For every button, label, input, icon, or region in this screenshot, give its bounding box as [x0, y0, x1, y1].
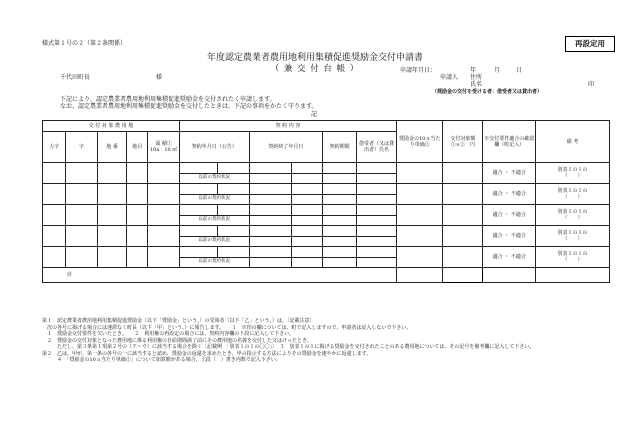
contract-cell[interactable]	[323, 173, 357, 184]
contract-cell[interactable]	[217, 163, 249, 174]
previous-contract-label: 以前の契約状況	[179, 215, 249, 226]
contract-cell[interactable]	[249, 205, 291, 216]
farmland-cell[interactable]	[127, 163, 148, 184]
contract-cell[interactable]	[291, 236, 323, 247]
note-line: ４ 「奨励金の10ａ当たり単価②」について加算額がある場合、上段（ ）書き内数で記入下さい。	[42, 357, 281, 363]
farmland-cell[interactable]	[148, 163, 180, 184]
contract-cell[interactable]	[356, 236, 396, 247]
contract-cell[interactable]	[249, 194, 291, 205]
farmland-cell[interactable]	[148, 184, 180, 205]
applicant-name-label: 氏名	[470, 81, 483, 88]
contract-cell[interactable]	[179, 163, 217, 174]
farmland-cell[interactable]	[66, 184, 98, 205]
remarks-cell: 別表１の１の （ ）	[536, 205, 610, 226]
col-oaza-header: 大字	[43, 132, 66, 163]
farmland-cell[interactable]	[97, 247, 127, 268]
contract-cell[interactable]	[323, 257, 357, 268]
group-farmland-header: 交 付 対 象 農 用 地	[43, 121, 180, 132]
farmland-cell[interactable]	[97, 163, 127, 184]
applicant-label: 申請人	[440, 74, 459, 81]
contract-cell[interactable]	[249, 184, 291, 195]
rate-cell[interactable]	[397, 163, 443, 184]
seal-mark: 印	[588, 81, 595, 88]
farmland-cell[interactable]	[127, 226, 148, 247]
farmland-cell[interactable]	[97, 184, 127, 205]
contract-cell[interactable]	[291, 215, 323, 226]
total-amount-cell[interactable]	[443, 268, 483, 283]
col-remarks-header: 備 考	[536, 121, 610, 163]
remarks-cell: 別表１の１の （ ）	[536, 226, 610, 247]
contract-cell[interactable]	[323, 247, 357, 258]
confirm-cell[interactable]: 適合 ・ 不適合	[483, 247, 536, 268]
farmland-cell[interactable]	[43, 247, 66, 268]
col-end-date-header: 契約終了年月日	[249, 132, 323, 163]
contract-cell[interactable]	[356, 205, 396, 216]
table-row	[43, 184, 610, 195]
rate-cell[interactable]	[397, 226, 443, 247]
amount-cell[interactable]	[443, 184, 483, 205]
applicant-note: （奨励金の交付を受ける者：借受者又は貸出者）	[432, 89, 543, 95]
col-area-header: 面 積① 10a 10 ㎡	[148, 132, 180, 163]
intro-line-2: なお、認定農業者農用地利用集積促進奨励金を交付したときは、下記の事項をかたく守ります。	[60, 103, 318, 110]
application-date-label: 申請年月日：	[400, 67, 437, 74]
table-row	[43, 163, 610, 174]
remarks-cell: 別表１の１の （ ）	[536, 184, 610, 205]
farmland-cell[interactable]	[148, 205, 180, 226]
note-line: ２ 奨励金の交付対象となった農用地に係る利用権の自給期間満了前にその農用地の名義を交付した又はけったとき、	[42, 337, 312, 344]
contract-cell[interactable]	[356, 184, 396, 195]
confirm-cell[interactable]: 適合 ・ 不適合	[483, 184, 536, 205]
contract-cell[interactable]	[323, 184, 357, 195]
contract-cell[interactable]	[291, 173, 323, 184]
contract-cell[interactable]	[249, 257, 291, 268]
farmland-cell[interactable]	[97, 226, 127, 247]
application-table	[42, 120, 610, 283]
contract-cell[interactable]	[356, 194, 396, 205]
addressee-sama: 様	[156, 74, 163, 81]
contract-cell[interactable]	[356, 226, 396, 237]
contract-cell[interactable]	[217, 226, 249, 237]
contract-cell[interactable]	[179, 226, 217, 237]
contract-cell[interactable]	[217, 184, 249, 195]
farmland-cell[interactable]	[97, 205, 127, 226]
contract-cell[interactable]	[249, 236, 291, 247]
contract-cell[interactable]	[323, 205, 357, 216]
note-line: 次の各号に掲げる場合には速滞なく町長（以下「甲」という。）に報告します。 １ ※印の欄については、町で記入しますので、申請者は記入しないで下さい。	[42, 324, 412, 331]
farmland-cell[interactable]	[43, 184, 66, 205]
farmland-cell[interactable]	[43, 163, 66, 184]
contract-cell[interactable]	[249, 163, 291, 174]
col-lessor-header: 借受者（又は貸出者）氏名	[356, 132, 396, 163]
contract-cell[interactable]	[291, 205, 323, 216]
date-day: 日	[516, 67, 523, 74]
farmland-cell[interactable]	[66, 226, 98, 247]
table-row	[43, 247, 610, 258]
note-line: 第２ 乙は、甲が、第一条の各号の一に該当すると認め、奨励金の返還を求めたとき、甲の指示する方法によりその奨励金を速やかに返還します。	[42, 350, 372, 357]
contract-cell[interactable]	[356, 163, 396, 174]
col-amount-header: 交付対象額①×② 円	[443, 121, 483, 163]
confirm-cell[interactable]: 適合 ・ 不適合	[483, 163, 536, 184]
contract-cell[interactable]	[291, 247, 323, 258]
farmland-cell[interactable]	[148, 226, 180, 247]
contract-cell[interactable]	[323, 194, 357, 205]
total-rate-cell	[397, 268, 443, 283]
contract-cell[interactable]	[179, 205, 217, 216]
col-rate-header: 奨励金の10ａ当たり単価②	[397, 121, 443, 163]
col-confirm-header: ※交付要件適合の確認欄（町記入）	[483, 121, 536, 163]
contract-cell[interactable]	[323, 236, 357, 247]
col-chiban-header: 地 番	[97, 132, 127, 163]
date-year: 年	[470, 67, 477, 74]
remarks-cell: 別表１の１の （ ）	[536, 163, 610, 184]
intro-line-1: 下記により、認定農業者農用地利用集積促進奨励金を交付されたく申請します。	[60, 96, 276, 103]
farmland-cell[interactable]	[66, 247, 98, 268]
farmland-cell[interactable]	[127, 184, 148, 205]
previous-contract-label: 以前の契約状況	[179, 173, 249, 184]
confirm-cell[interactable]: 適合 ・ 不適合	[483, 205, 536, 226]
note-line: 第１ 認定農業者農用地利用集積促進奨励金（以下「奨励金」という。）の受領者（以下「乙」という。）は、〔記載注意〕	[42, 318, 315, 324]
total-remarks-cell	[536, 268, 610, 283]
col-aza-header: 字	[66, 132, 98, 163]
total-label: 計	[43, 268, 397, 283]
applicant-address-label: 住所	[470, 74, 483, 81]
farmland-cell[interactable]	[148, 247, 180, 268]
contract-cell[interactable]	[217, 205, 249, 216]
page-subtitle: （ 兼 交 付 台 帳 ）	[270, 64, 360, 74]
amount-cell[interactable]	[443, 226, 483, 247]
contract-cell[interactable]	[249, 173, 291, 184]
contract-cell[interactable]	[356, 173, 396, 184]
contract-cell[interactable]	[217, 247, 249, 258]
rate-cell[interactable]	[397, 247, 443, 268]
addressee-mayor: 千代田町長	[60, 74, 91, 81]
total-confirm-cell	[483, 268, 536, 283]
table-row	[43, 226, 610, 237]
date-month: 月	[494, 67, 501, 74]
remarks-cell: 別表１の１の （ ）	[536, 247, 610, 268]
contract-cell[interactable]	[323, 215, 357, 226]
farmland-cell[interactable]	[66, 205, 98, 226]
col-period-header: 契約期間	[323, 132, 357, 163]
contract-cell[interactable]	[291, 226, 323, 237]
contract-cell[interactable]	[249, 247, 291, 258]
notes-section	[42, 318, 612, 364]
previous-contract-label: 以前の契約状況	[179, 194, 249, 205]
contract-cell[interactable]	[291, 163, 323, 174]
page-title: 年度認定農業者農用地利用集積促進奨励金交付申請書	[206, 53, 423, 63]
contract-cell[interactable]	[356, 257, 396, 268]
ki-heading: 記	[311, 111, 318, 118]
amount-cell[interactable]	[443, 205, 483, 226]
previous-contract-label: 以前の契約状況	[179, 236, 249, 247]
contract-cell[interactable]	[323, 163, 357, 174]
previous-contract-label: 以前の契約状況	[179, 257, 249, 268]
farmland-cell[interactable]	[43, 205, 66, 226]
contract-cell[interactable]	[323, 226, 357, 237]
note-line: ただし、第３条第１項第２号の（ア〜ウ）に該当する場合を除く〔記載例 「別表１の１の〇〇」〕 ３ 別表１の１に掲げる奨励金を交付されたことのある農用地については、その記号を備考欄に記入して下さい。	[42, 344, 535, 350]
reset-badge: 再設定用	[565, 36, 615, 52]
contract-cell[interactable]	[291, 184, 323, 195]
amount-cell[interactable]	[443, 247, 483, 268]
farmland-cell[interactable]	[66, 163, 98, 184]
farmland-cell[interactable]	[127, 247, 148, 268]
rate-cell[interactable]	[397, 205, 443, 226]
contract-cell[interactable]	[179, 184, 217, 195]
confirm-cell[interactable]: 適合 ・ 不適合	[483, 226, 536, 247]
col-contract-date-header: 契約年月日（公告）	[179, 132, 249, 163]
col-chimoku-header: 地目	[127, 132, 148, 163]
farmland-cell[interactable]	[43, 226, 66, 247]
contract-cell[interactable]	[249, 226, 291, 237]
rate-cell[interactable]	[397, 184, 443, 205]
contract-cell[interactable]	[249, 215, 291, 226]
note-line: １ 奨励金交付要件を欠いたとき。 ２ 利用権の再設定の場合には、契約内容欄の下段に記入して下さい。	[42, 331, 295, 337]
contract-cell[interactable]	[356, 247, 396, 258]
contract-cell[interactable]	[291, 257, 323, 268]
table-row	[43, 205, 610, 216]
form-number: 様式第１号の２（第２条関係）	[42, 40, 127, 47]
farmland-cell[interactable]	[127, 205, 148, 226]
contract-cell[interactable]	[356, 215, 396, 226]
contract-cell[interactable]	[179, 247, 217, 258]
group-contract-header: 契 約 内 容	[179, 121, 396, 132]
contract-cell[interactable]	[291, 194, 323, 205]
amount-cell[interactable]	[443, 163, 483, 184]
